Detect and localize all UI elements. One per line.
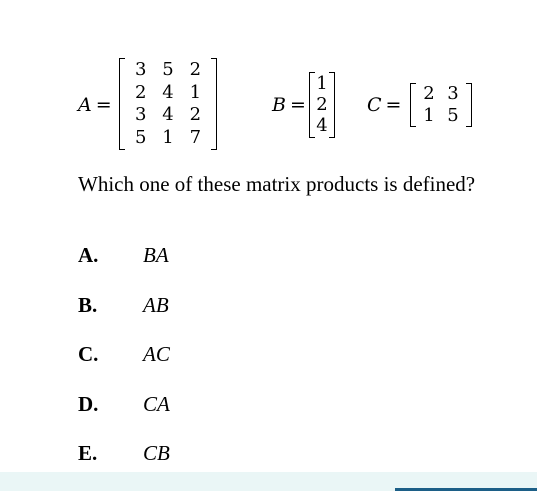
option-e-text: CB [143, 441, 170, 465]
matrix-b-cell: 1 [316, 72, 328, 94]
matrix-c-cell: 5 [447, 105, 459, 126]
matrix-a-cell: 1 [162, 126, 174, 148]
matrix-a-equals: = [95, 94, 112, 116]
option-d-text: CA [143, 392, 170, 416]
matrix-a-name: A [78, 94, 92, 116]
matrix-b-equals: = [289, 94, 306, 116]
matrix-a-grid [127, 59, 209, 149]
matrix-a-label [78, 94, 112, 116]
matrix-c-right-bracket [466, 83, 472, 127]
matrix-a-right-bracket [211, 58, 217, 150]
matrix-a-left-bracket [119, 58, 125, 150]
matrix-a-cell: 2 [189, 104, 202, 126]
option-c-letter: C. [78, 342, 99, 366]
matrix-a-cell: 2 [189, 59, 202, 81]
matrix-a-cell: 4 [162, 81, 174, 103]
matrix-a-cell: 1 [189, 81, 202, 103]
option-b-text: AB [143, 293, 169, 317]
matrix-c-equals: = [385, 94, 402, 116]
matrix-c-cell: 3 [447, 83, 459, 104]
option-c-text: AC [143, 342, 170, 366]
matrix-c [410, 83, 472, 127]
matrix-a-cell: 3 [134, 104, 147, 126]
matrix-a [119, 58, 217, 150]
matrix-c-cell: 1 [423, 105, 435, 126]
footer-bar [0, 472, 537, 491]
matrix-b-cell: 4 [316, 115, 328, 137]
matrix-c-name: C [367, 94, 382, 116]
question-text: Which one of these matrix products is defined? [78, 172, 476, 196]
matrix-b-cell: 2 [316, 93, 328, 115]
matrix-c-cell: 2 [423, 83, 435, 104]
option-a-letter: A. [78, 243, 99, 267]
matrix-b [309, 72, 335, 138]
matrix-a-cell: 4 [162, 104, 174, 126]
matrix-a-cell: 2 [134, 81, 147, 103]
matrix-a-cell: 5 [162, 59, 174, 81]
matrix-b-grid [314, 73, 330, 137]
matrix-c-left-bracket [410, 83, 416, 127]
option-a-text: BA [143, 243, 169, 267]
option-e-letter: E. [78, 441, 98, 465]
matrix-a-cell: 5 [134, 126, 147, 148]
matrix-b-name: B [272, 94, 286, 116]
option-b-letter: B. [78, 293, 98, 317]
matrix-c-grid [417, 83, 465, 127]
option-d-letter: D. [78, 392, 99, 416]
matrix-a-cell: 7 [189, 126, 202, 148]
matrix-c-label [367, 94, 401, 116]
matrix-a-cell: 3 [134, 59, 147, 81]
matrix-b-label [272, 94, 306, 116]
